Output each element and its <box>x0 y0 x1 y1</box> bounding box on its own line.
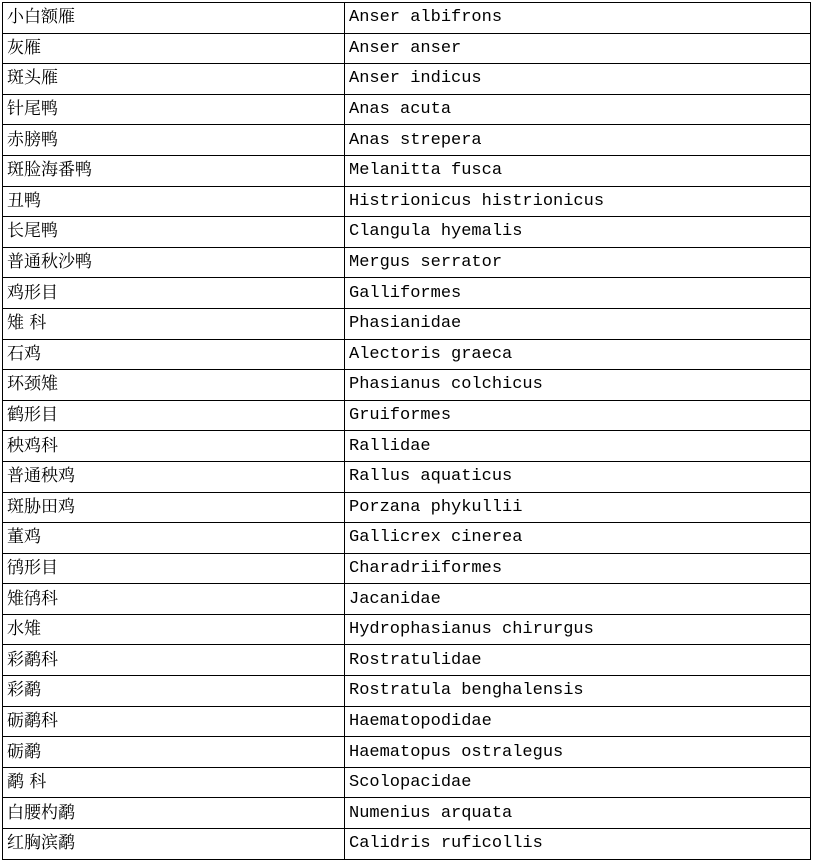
latin-name-cell: Rallidae <box>345 431 811 462</box>
chinese-name-cell: 小白额雁 <box>3 3 345 34</box>
chinese-name-cell: 鹬 科 <box>3 767 345 798</box>
chinese-name-cell: 斑胁田鸡 <box>3 492 345 523</box>
chinese-name-cell: 彩鹬科 <box>3 645 345 676</box>
table-row <box>3 308 811 339</box>
chinese-name-cell: 斑头雁 <box>3 64 345 95</box>
table-row <box>3 125 811 156</box>
chinese-name-cell: 秧鸡科 <box>3 431 345 462</box>
table-row <box>3 64 811 95</box>
latin-name-cell: Phasianidae <box>345 308 811 339</box>
table-row <box>3 155 811 186</box>
chinese-name-cell: 斑脸海番鸭 <box>3 155 345 186</box>
latin-name-cell: Rallus aquaticus <box>345 461 811 492</box>
chinese-name-cell: 雉鸻科 <box>3 584 345 615</box>
latin-name-cell: Anser albifrons <box>345 3 811 34</box>
table-row <box>3 676 811 707</box>
table-row <box>3 767 811 798</box>
chinese-name-cell: 长尾鸭 <box>3 217 345 248</box>
chinese-name-cell: 普通秧鸡 <box>3 461 345 492</box>
latin-name-cell: Rostratula benghalensis <box>345 676 811 707</box>
chinese-name-cell: 灰雁 <box>3 33 345 64</box>
chinese-name-cell: 董鸡 <box>3 523 345 554</box>
chinese-name-cell: 鹤形目 <box>3 400 345 431</box>
table-row <box>3 584 811 615</box>
latin-name-cell: Anas strepera <box>345 125 811 156</box>
table-row <box>3 94 811 125</box>
table-row <box>3 492 811 523</box>
table-row <box>3 400 811 431</box>
chinese-name-cell: 砺鹬 <box>3 737 345 768</box>
latin-name-cell: Alectoris graeca <box>345 339 811 370</box>
latin-name-cell: Histrionicus histrionicus <box>345 186 811 217</box>
chinese-name-cell: 针尾鸭 <box>3 94 345 125</box>
chinese-name-cell: 赤膀鸭 <box>3 125 345 156</box>
latin-name-cell: Melanitta fusca <box>345 155 811 186</box>
chinese-name-cell: 鸡形目 <box>3 278 345 309</box>
latin-name-cell: Anser anser <box>345 33 811 64</box>
latin-name-cell: Clangula hyemalis <box>345 217 811 248</box>
table-row <box>3 217 811 248</box>
table-row <box>3 339 811 370</box>
latin-name-cell: Haematopus ostralegus <box>345 737 811 768</box>
latin-name-cell: Rostratulidae <box>345 645 811 676</box>
latin-name-cell: Gruiformes <box>345 400 811 431</box>
latin-name-cell: Jacanidae <box>345 584 811 615</box>
table-row <box>3 737 811 768</box>
table-row <box>3 186 811 217</box>
table-row <box>3 278 811 309</box>
latin-name-cell: Hydrophasianus chirurgus <box>345 614 811 645</box>
latin-name-cell: Charadriiformes <box>345 553 811 584</box>
table-row <box>3 614 811 645</box>
latin-name-cell: Scolopacidae <box>345 767 811 798</box>
chinese-name-cell: 砺鹬科 <box>3 706 345 737</box>
latin-name-cell: Calidris ruficollis <box>345 829 811 860</box>
chinese-name-cell: 鸻形目 <box>3 553 345 584</box>
chinese-name-cell: 彩鹬 <box>3 676 345 707</box>
table-row <box>3 798 811 829</box>
table-row <box>3 3 811 34</box>
table-row <box>3 523 811 554</box>
latin-name-cell: Numenius arquata <box>345 798 811 829</box>
latin-name-cell: Anser indicus <box>345 64 811 95</box>
table-row <box>3 247 811 278</box>
latin-name-cell: Mergus serrator <box>345 247 811 278</box>
chinese-name-cell: 红胸滨鹬 <box>3 829 345 860</box>
chinese-name-cell: 普通秋沙鸭 <box>3 247 345 278</box>
table-row <box>3 370 811 401</box>
species-table <box>2 2 811 860</box>
table-row <box>3 461 811 492</box>
chinese-name-cell: 水雉 <box>3 614 345 645</box>
latin-name-cell: Phasianus colchicus <box>345 370 811 401</box>
table-row <box>3 553 811 584</box>
latin-name-cell: Haematopodidae <box>345 706 811 737</box>
table-row <box>3 706 811 737</box>
chinese-name-cell: 白腰杓鹬 <box>3 798 345 829</box>
chinese-name-cell: 丑鸭 <box>3 186 345 217</box>
table-row <box>3 431 811 462</box>
table-row <box>3 645 811 676</box>
latin-name-cell: Galliformes <box>345 278 811 309</box>
table-row <box>3 829 811 860</box>
chinese-name-cell: 石鸡 <box>3 339 345 370</box>
species-table-body <box>3 3 811 860</box>
latin-name-cell: Anas acuta <box>345 94 811 125</box>
latin-name-cell: Gallicrex cinerea <box>345 523 811 554</box>
chinese-name-cell: 环颈雉 <box>3 370 345 401</box>
table-row <box>3 33 811 64</box>
latin-name-cell: Porzana phykullii <box>345 492 811 523</box>
chinese-name-cell: 雉 科 <box>3 308 345 339</box>
